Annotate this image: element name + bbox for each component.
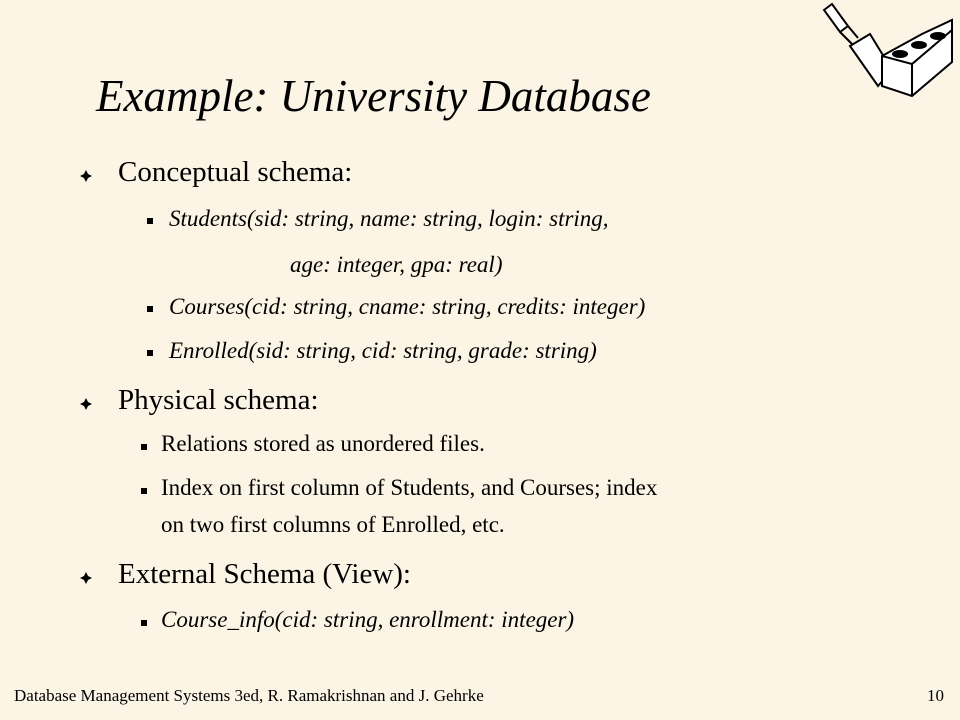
square-bullet-icon bbox=[141, 488, 147, 494]
footer-citation: Database Management Systems 3ed, R. Ramakrishnan and J. Gehrke bbox=[14, 686, 484, 705]
schema-item-students-cont: age: integer, gpa: real) bbox=[290, 252, 503, 277]
section-heading-physical: Physical schema: bbox=[118, 384, 319, 416]
diamond-bullet-icon bbox=[80, 572, 92, 584]
square-bullet-icon bbox=[147, 350, 153, 356]
brick-trowel-icon bbox=[818, 0, 960, 108]
section-heading-conceptual: Conceptual schema: bbox=[118, 156, 353, 188]
diamond-bullet-icon bbox=[80, 170, 92, 182]
page-number: 10 bbox=[927, 686, 944, 705]
diamond-bullet-icon bbox=[80, 398, 92, 410]
square-bullet-icon bbox=[147, 218, 153, 224]
physical-item-index: Index on first column of Students, and Courses; index bbox=[161, 475, 658, 500]
schema-item-courses: Courses(cid: string, cname: string, credits: integer) bbox=[169, 294, 646, 319]
square-bullet-icon bbox=[141, 620, 147, 626]
physical-item-relations: Relations stored as unordered files. bbox=[161, 431, 485, 456]
physical-item-index-cont: on two first columns of Enrolled, etc. bbox=[161, 512, 505, 537]
schema-item-enrolled: Enrolled(sid: string, cid: string, grade: string) bbox=[169, 338, 597, 363]
external-item-course-info: Course_info(cid: string, enrollment: integer) bbox=[161, 607, 575, 632]
section-heading-external: External Schema (View): bbox=[118, 558, 411, 590]
square-bullet-icon bbox=[141, 444, 147, 450]
schema-item-students: Students(sid: string, name: string, login: string, bbox=[169, 206, 609, 231]
slide-title: Example: University Database bbox=[96, 71, 651, 121]
square-bullet-icon bbox=[147, 306, 153, 312]
